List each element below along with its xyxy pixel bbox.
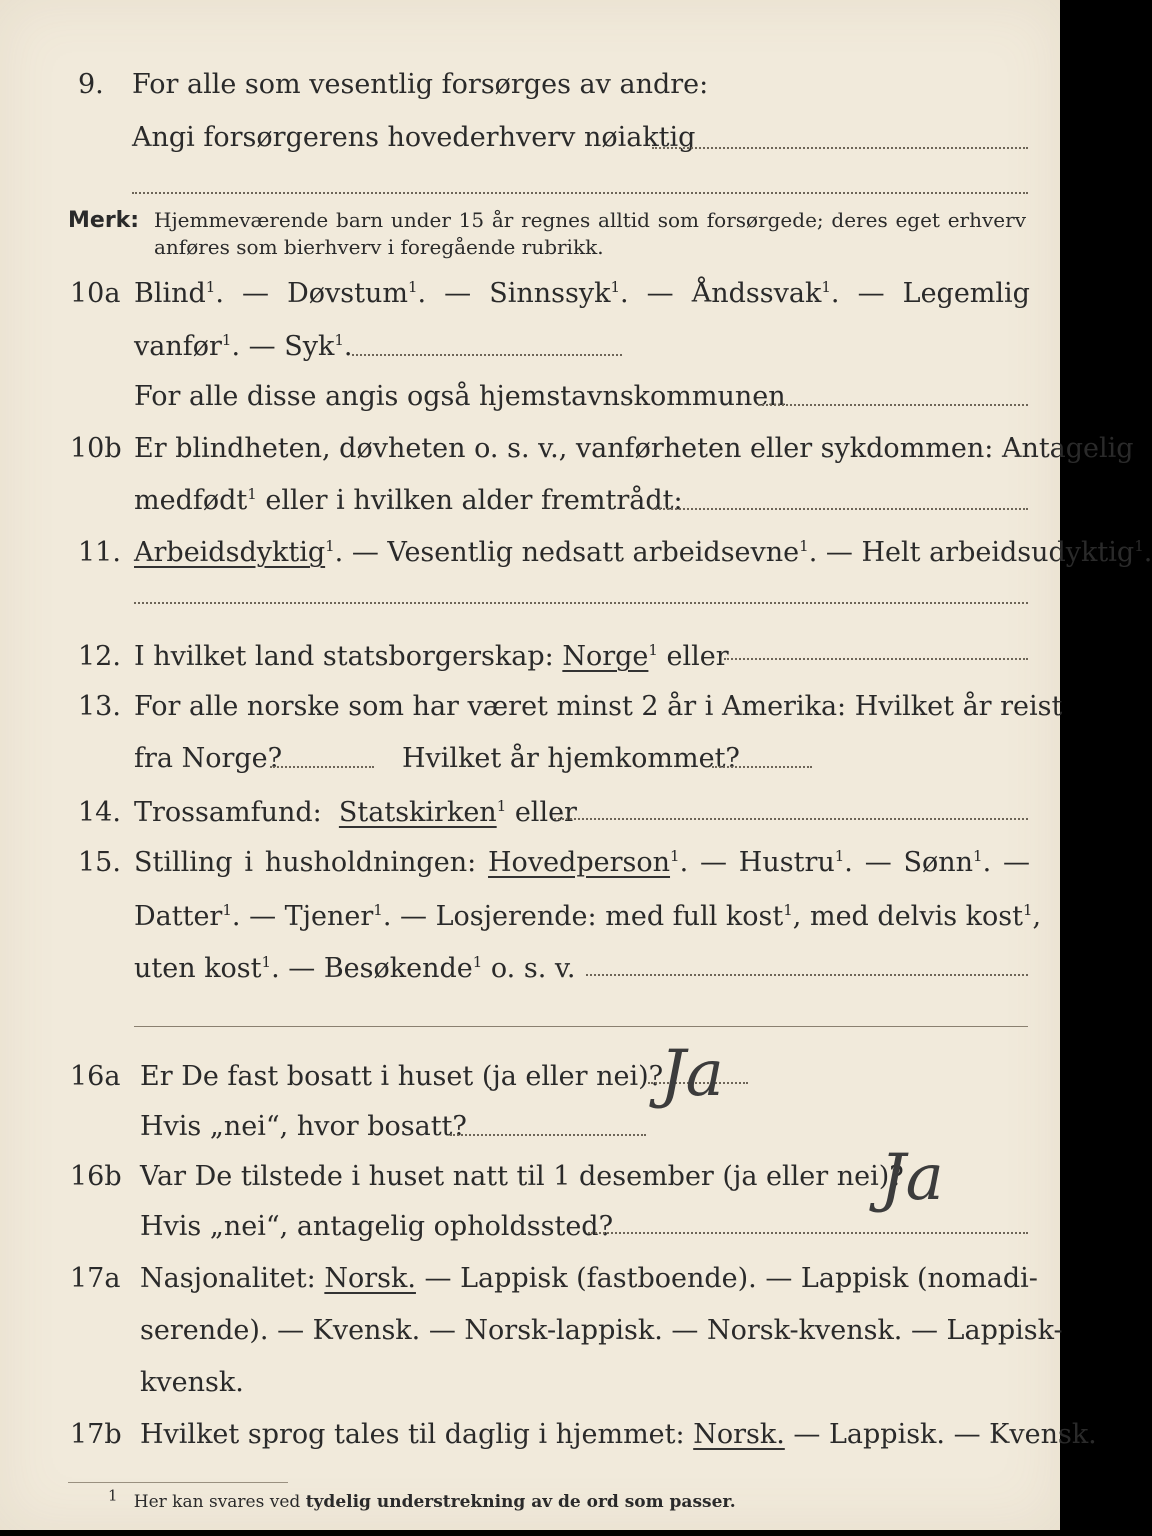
option-norsk-selected[interactable]: Norsk.	[693, 1419, 785, 1450]
separator: —	[864, 847, 892, 878]
question-10b-line-2	[0, 484, 1064, 518]
answer-field-11-continued[interactable]	[134, 602, 1028, 604]
question-17a-line-2	[0, 1314, 1064, 1348]
question-13-line-2	[0, 742, 1064, 776]
question-text-rest: eller i hvilken alder fremtrådt:	[265, 485, 683, 516]
option-hovedperson-selected[interactable]: Hovedperson	[488, 847, 671, 878]
question-text: vanfør$^1$. — Syk$^1$.	[134, 331, 353, 362]
option-datter[interactable]: Datter	[134, 901, 223, 932]
question-14: 14. Trossamfund: Statskirken$^1$ eller	[78, 797, 577, 828]
answer-field-15-continued[interactable]	[134, 1026, 1028, 1027]
footnote-mark: 1	[1134, 537, 1144, 555]
question-12: 12. I hvilket land statsborgerskap: Norge$^1$ eller	[78, 641, 729, 672]
answer-field-10a-syk[interactable]	[352, 354, 622, 356]
option-sonn[interactable]: Sønn	[903, 847, 974, 878]
option-arbeidsdyktig-selected[interactable]: Arbeidsdyktig	[134, 537, 326, 568]
footnote-mark: 1	[472, 953, 483, 971]
footnote-mark: 1	[648, 641, 658, 659]
option-legemlig[interactable]: Legemlig	[902, 278, 1030, 309]
option-losjerende: Losjerende:	[435, 901, 597, 932]
separator: —	[825, 537, 853, 568]
question-text-reist: fra Norge?	[134, 743, 283, 774]
question-text: uten kost$^1$. — Besøkende$^1$ o. s. v.	[134, 953, 576, 984]
question-17a-line-1: 17a Nasjonalitet: Norsk. — Lappisk (fastboende). — Lappisk (nomadi-	[70, 1263, 1038, 1294]
answer-field-9-continued[interactable]	[132, 192, 1028, 194]
footnote-mark: 1	[334, 331, 344, 349]
footnote-mark: 1	[799, 537, 809, 555]
separator: —	[857, 278, 885, 309]
answer-field-10b-age[interactable]	[652, 508, 1028, 510]
question-text: Trossamfund: Statskirken$^1$ eller	[134, 797, 577, 828]
question-9-line-2	[0, 121, 1064, 155]
answer-field-15-other[interactable]	[586, 974, 1028, 976]
separator: —	[248, 331, 276, 362]
note-text-line-2: anføres som bierhverv i foregående rubrikk.	[154, 235, 604, 259]
question-text: Hvis „nei“, hvor bosatt?	[140, 1111, 467, 1142]
separator: —	[699, 847, 727, 878]
note-label: Merk:	[68, 208, 140, 233]
option-dovstum[interactable]: Døvstum	[287, 278, 408, 309]
note-text-line-1: Hjemmeværende barn under 15 år regnes alltid som forsørgede; deres eget erhverv	[154, 208, 1026, 232]
separator: —	[249, 901, 277, 932]
footnote-mark: 1	[108, 1486, 118, 1505]
option-syk[interactable]: Syk	[284, 331, 335, 362]
question-9-line-1: 9. For alle som vesentlig forsørges av andre:	[0, 68, 1064, 102]
option-hustru[interactable]: Hustru	[738, 847, 835, 878]
question-text: Blind$^1$. — Døvstum$^1$. — Sinnssyk$^1$. — Åndssvak$^1$. — Legemlig	[134, 278, 1030, 309]
question-text: kvensk.	[140, 1367, 244, 1398]
question-17a-line-3	[0, 1366, 1064, 1400]
separator: —	[351, 537, 379, 568]
footnote-mark: 1	[821, 278, 831, 296]
footnote-mark: 1	[261, 953, 272, 971]
question-16a-line-2	[0, 1110, 1064, 1144]
option-sinnssyk[interactable]: Sinnssyk	[489, 278, 611, 309]
footnote-mark: 1	[834, 847, 845, 865]
question-text: Er blindheten, døvheten o. s. v., vanførheten eller sykdommen: Antagelig	[134, 433, 1134, 464]
option-besokende[interactable]: Besøkende	[323, 953, 473, 984]
option-norge-selected[interactable]: Norge	[562, 641, 649, 672]
footnote-text: Her kan svares ved	[133, 1492, 301, 1512]
question-10b-line-1: 10b Er blindheten, døvheten o. s. v., vanførheten eller sykdommen: Antagelig	[70, 433, 1134, 464]
option-tjener[interactable]: Tjener	[284, 901, 374, 932]
answer-field-10a-hjemstavn[interactable]	[758, 404, 1028, 406]
footnote-mark: 1	[205, 278, 216, 296]
footnote-mark: 1	[610, 278, 621, 296]
question-13-line-1: 13. For alle norske som har været minst 2 år i Amerika: Hvilket år reist	[78, 691, 1063, 722]
question-16a-line-1: 16a Er De fast bosatt i huset (ja eller nei)?	[70, 1061, 664, 1092]
question-text	[134, 484, 683, 518]
option-blind[interactable]: Blind	[134, 278, 206, 309]
question-text: For alle norske som har været minst 2 år i Amerika: Hvilket år reist	[134, 691, 1063, 722]
handwritten-answer-16a: Ja	[660, 1037, 724, 1111]
question-text: Var De tilstede i huset natt til 1 desember (ja eller nei)?	[140, 1161, 904, 1192]
footnote-mark: 1	[670, 847, 680, 865]
answer-field-14-other[interactable]	[554, 818, 1028, 820]
separator: —	[444, 278, 472, 309]
osv-text: o. s. v.	[490, 953, 576, 984]
question-16b-line-1: 16b Var De tilstede i huset natt til 1 desember (ja eller nei)?	[70, 1161, 904, 1192]
question-text: I hvilket land statsborgerskap: Norge$^1$ eller	[134, 641, 729, 672]
question-text: Er De fast bosatt i huset (ja eller nei)?	[140, 1061, 664, 1092]
question-text: For alle som vesentlig forsørges av andre:	[132, 69, 709, 100]
option-med-full-kost[interactable]: med full kost	[605, 901, 784, 932]
question-text: Nasjonalitet: Norsk. — Lappisk (fastboende). — Lappisk (nomadi-	[140, 1263, 1038, 1294]
option-vanfor[interactable]: vanfør	[134, 331, 222, 362]
footnote-mark: 1	[247, 485, 257, 503]
question-10a-line-1: 10a Blind$^1$. — Døvstum$^1$. — Sinnssyk$^1$. — Åndssvak$^1$. — Legemlig	[70, 278, 1030, 309]
separator: —	[242, 278, 269, 309]
question-text: Stilling i husholdningen: Hovedperson$^1$. — Hustru$^1$. — Sønn$^1$. —	[134, 847, 1030, 878]
option-arbeidsudyktig[interactable]: Helt arbeidsudyktig	[861, 537, 1135, 568]
option-medfodt[interactable]: medfødt	[134, 485, 248, 516]
option-nedsatt-arbeidsevne[interactable]: Vesentlig nedsatt arbeidsevne	[387, 537, 800, 568]
question-text: Angi forsørgerens hovederhverv nøiaktig	[132, 122, 696, 153]
answer-field-13-year-returned[interactable]	[712, 766, 812, 768]
footnote-mark: 1	[325, 537, 335, 555]
separator: —	[646, 278, 674, 309]
question-text: Datter$^1$. — Tjener$^1$. — Losjerende: med full kost$^1$, med delvis kost$^1$,	[134, 901, 1042, 932]
footnote-mark: 1	[496, 797, 507, 815]
option-statskirken-selected[interactable]: Statskirken	[338, 797, 497, 828]
answer-field-9-occupation[interactable]	[652, 147, 1028, 149]
question-text: Arbeidsdyktig$^1$. — Vesentlig nedsatt arbeidsevne$^1$. — Helt arbeidsudyktig$^1$.	[134, 537, 1152, 568]
handwritten-answer-16b: Ja	[880, 1141, 944, 1215]
separator: —	[400, 901, 428, 932]
question-10a-line-2	[0, 330, 1064, 364]
answer-field-16b-where[interactable]	[588, 1232, 1028, 1234]
question-16b-line-2	[0, 1210, 1064, 1244]
question-17b: 17b Hvilket sprog tales til daglig i hjemmet: Norsk. — Lappisk. — Kvensk.	[70, 1419, 1097, 1450]
footnote-mark: 1	[373, 901, 383, 919]
footnote	[108, 1486, 736, 1512]
footnote-text-bold: tydelig understrekning av de ord som passer.	[305, 1492, 736, 1512]
question-15-line-2	[0, 900, 1064, 934]
question-text-hjemkommet: Hvilket år hjemkommet?	[402, 743, 740, 774]
question-15-line-3	[0, 952, 1064, 986]
answer-field-16a-where[interactable]	[450, 1134, 646, 1136]
footnote-mark: 1	[222, 901, 232, 919]
option-andssvak[interactable]: Åndssvak	[691, 278, 822, 309]
answer-field-13-year-left[interactable]	[270, 766, 374, 768]
option-norsk-selected[interactable]: Norsk.	[324, 1263, 416, 1294]
question-text: Hvis „nei“, antagelig opholdssted?	[140, 1211, 614, 1242]
option-uten-kost[interactable]: uten kost	[134, 953, 262, 984]
question-11: 11. Arbeidsdyktig$^1$. — Vesentlig nedsatt arbeidsevne$^1$. — Helt arbeidsudyktig$^1$.	[78, 537, 1152, 568]
question-15-line-1: 15. Stilling i husholdningen: Hovedperson$^1$. — Hustru$^1$. — Sønn$^1$. —	[78, 847, 1030, 878]
answer-field-12-country[interactable]	[724, 658, 1028, 660]
footnote-mark: 1	[407, 278, 418, 296]
question-text: Hvilket sprog tales til daglig i hjemmet: Norsk. — Lappisk. — Kvensk.	[140, 1419, 1097, 1450]
footnote-mark: 1	[1022, 901, 1033, 919]
eller-text: eller	[514, 797, 577, 828]
footnote-divider	[68, 1482, 288, 1483]
separator: —	[288, 953, 316, 984]
question-text: For alle disse angis også hjemstavnskommunen	[134, 381, 786, 412]
footnote-mark: 1	[783, 901, 793, 919]
option-med-delvis-kost[interactable]: med delvis kost	[809, 901, 1023, 932]
footnote-mark: 1	[221, 331, 232, 349]
eller-text: eller	[666, 641, 729, 672]
footnote-mark: 1	[973, 847, 983, 865]
question-10a-line-3	[0, 380, 1064, 414]
separator: —	[1003, 847, 1030, 878]
question-text: serende). — Kvensk. — Norsk-lappisk. — Norsk-kvensk. — Lappisk-	[140, 1315, 1063, 1346]
